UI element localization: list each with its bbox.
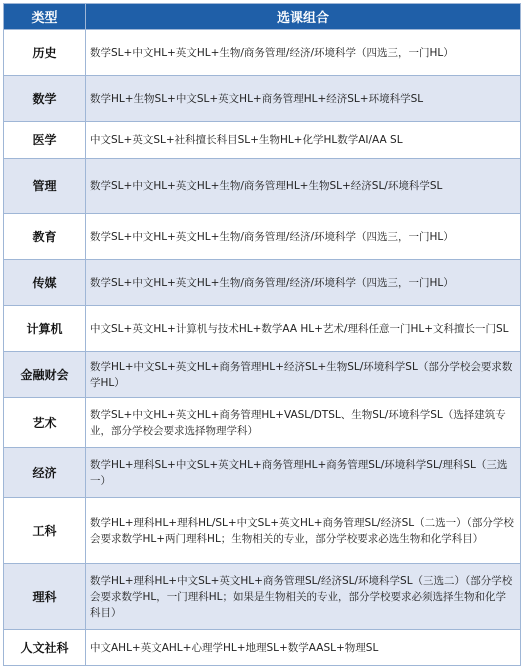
row-type: 管理	[4, 159, 86, 214]
row-combination: 数学SL+中文HL+英文HL+生物/商务管理/经济/环境科学（四选三，一门HL）	[86, 214, 521, 260]
row-combination: 数学HL+理科HL+理科HL/SL+中文SL+英文HL+商务管理SL/经济SL（二选一）（部分学校会要求数学HL+两门理科HL；生物相关的专业，部分学校要求必选生物和化学科目）	[86, 498, 521, 564]
row-type: 工科	[4, 498, 86, 564]
row-type: 数学	[4, 76, 86, 122]
course-combination-table	[3, 3, 521, 666]
table-row	[4, 30, 521, 76]
table-row	[4, 352, 521, 398]
header-combination: 选课组合	[86, 4, 521, 30]
row-type: 计算机	[4, 306, 86, 352]
row-combination: 中文AHL+英文AHL+心理学HL+地理SL+数学AASL+物理SL	[86, 630, 521, 666]
row-combination: 数学SL+中文HL+英文HL+商务管理HL+VASL/DTSL、生物SL/环境科学SL（选择建筑专业，部分学校会要求选择物理学科）	[86, 398, 521, 448]
row-type: 历史	[4, 30, 86, 76]
row-combination: 中文SL+英文HL+计算机与技术HL+数学AA HL+艺术/理科任意一门HL+文科擅长一门SL	[86, 306, 521, 352]
row-combination: 数学HL+中文SL+英文HL+商务管理HL+经济SL+生物SL/环境科学SL（部分学校会要求数学HL）	[86, 352, 521, 398]
row-combination: 数学SL+中文HL+英文HL+生物/商务管理/经济/环境科学（四选三，一门HL）	[86, 260, 521, 306]
row-combination: 数学HL+生物SL+中文SL+英文HL+商务管理HL+经济SL+环境科学SL	[86, 76, 521, 122]
row-type: 传媒	[4, 260, 86, 306]
header-type: 类型	[4, 4, 86, 30]
row-type: 经济	[4, 448, 86, 498]
table-row	[4, 448, 521, 498]
table-row	[4, 159, 521, 214]
row-combination: 数学SL+中文HL+英文HL+生物/商务管理/经济/环境科学（四选三，一门HL）	[86, 30, 521, 76]
row-type: 艺术	[4, 398, 86, 448]
row-combination: 数学HL+理科SL+中文SL+英文HL+商务管理HL+商务管理SL/环境科学SL/理科SL（三选一）	[86, 448, 521, 498]
table-row	[4, 564, 521, 630]
table-row	[4, 630, 521, 666]
row-type: 理科	[4, 564, 86, 630]
row-combination: 数学HL+理科HL+中文SL+英文HL+商务管理SL/经济SL/环境科学SL（三选二）（部分学校会要求数学HL，一门理科HL；如果是生物相关的专业，部分学校要求必须选择生物和化学科目）	[86, 564, 521, 630]
table-row	[4, 122, 521, 159]
row-combination: 数学SL+中文HL+英文HL+生物/商务管理HL+生物SL+经济SL/环境科学SL	[86, 159, 521, 214]
table-row	[4, 398, 521, 448]
table-row	[4, 306, 521, 352]
row-type: 金融财会	[4, 352, 86, 398]
row-type: 人文社科	[4, 630, 86, 666]
row-type: 教育	[4, 214, 86, 260]
row-combination: 中文SL+英文SL+社科擅长科目SL+生物HL+化学HL数学AI/AA SL	[86, 122, 521, 159]
table-row	[4, 498, 521, 564]
table-row	[4, 214, 521, 260]
row-type: 医学	[4, 122, 86, 159]
table-row	[4, 76, 521, 122]
table-row	[4, 260, 521, 306]
table-header-row	[4, 4, 521, 30]
